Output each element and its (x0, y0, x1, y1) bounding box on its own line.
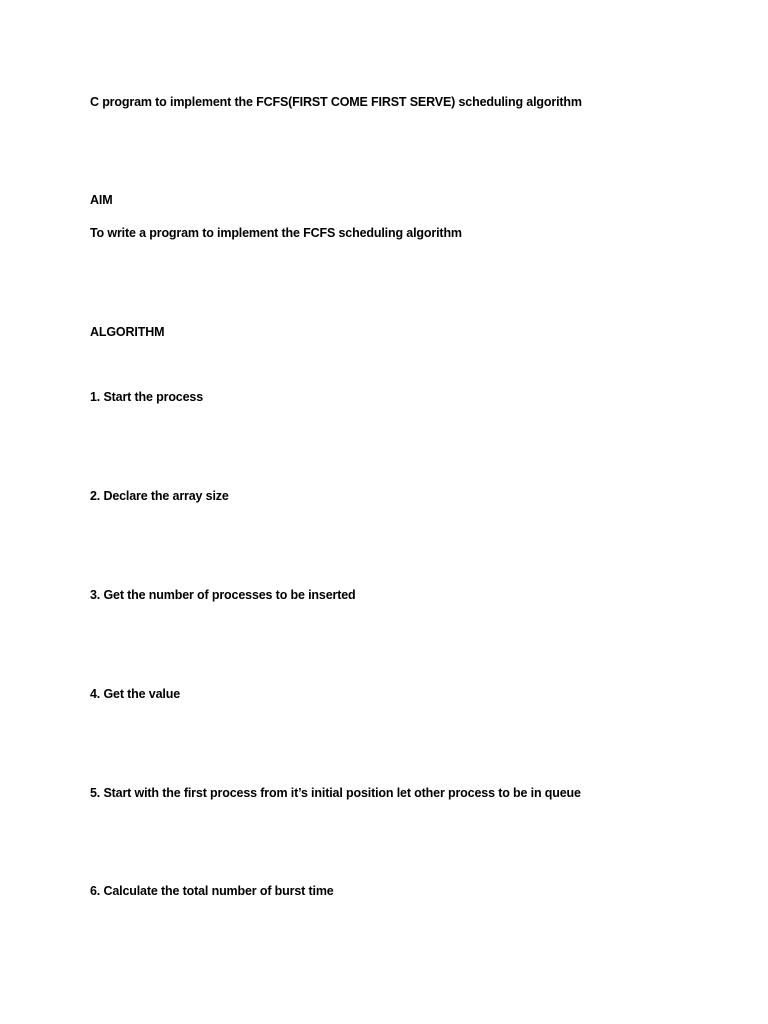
algorithm-heading: ALGORITHM (90, 325, 165, 339)
algorithm-step-2: 2. Declare the array size (90, 489, 229, 503)
aim-heading: AIM (90, 193, 113, 207)
document-title: C program to implement the FCFS(FIRST COME FIRST SERVE) scheduling algorithm (90, 95, 582, 109)
algorithm-step-6: 6. Calculate the total number of burst time (90, 884, 334, 898)
algorithm-step-1: 1. Start the process (90, 390, 204, 404)
algorithm-step-3: 3. Get the number of processes to be inserted (90, 588, 356, 602)
algorithm-step-4: 4. Get the value (90, 687, 180, 701)
aim-text: To write a program to implement the FCFS scheduling algorithm (90, 226, 462, 240)
algorithm-step-5: 5. Start with the first process from it’s initial position let other process to be in queue (90, 786, 581, 800)
